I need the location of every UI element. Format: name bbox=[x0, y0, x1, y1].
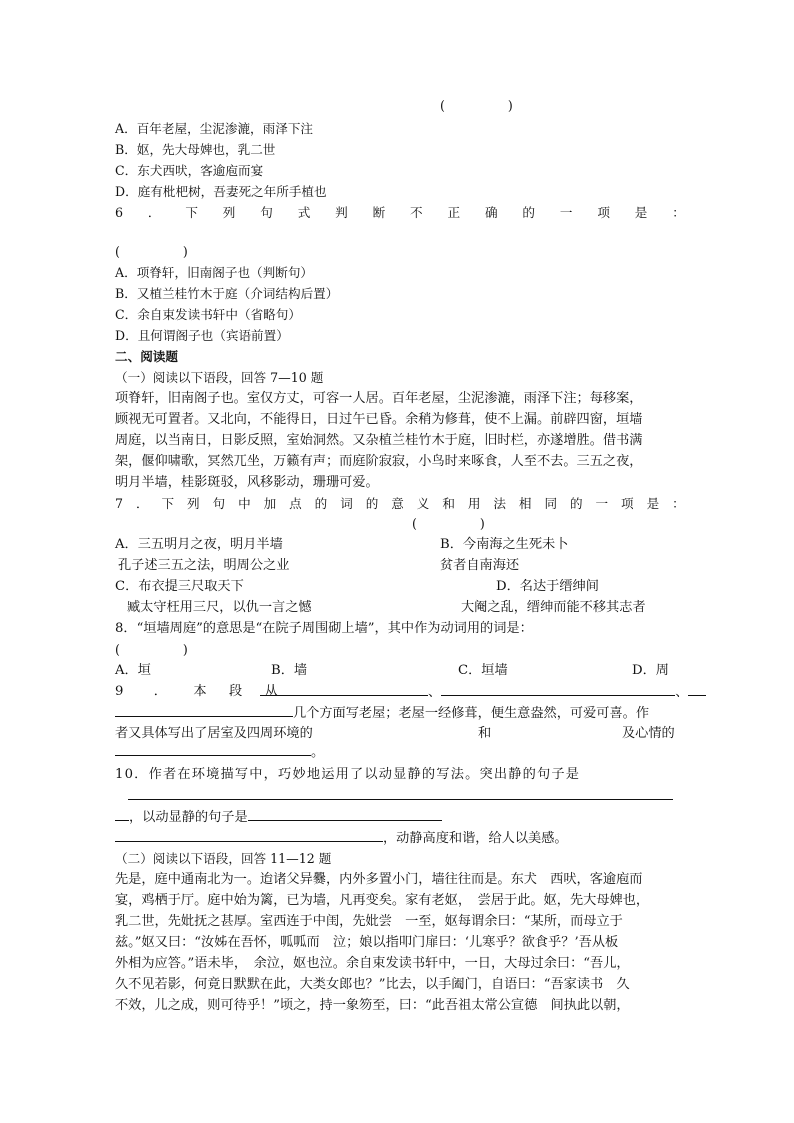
q7-stem-char: 句 bbox=[212, 496, 226, 511]
q7-option-a: A．三五明月之夜，明月半墙 bbox=[115, 537, 283, 552]
passage1-line: 周庭，以当南日，日影反照，室始洞然。又杂植兰桂竹木于庭，旧时栏，亦遂增胜。借书满 bbox=[115, 433, 643, 448]
passage1-line: 架，偃仰啸歌，冥然兀坐，万籁有声；而庭阶寂寂，小鸟时来啄食，人至不去。三五之夜， bbox=[115, 454, 643, 469]
q9-blank-row1 bbox=[260, 682, 706, 703]
passage1-line: 明月半墙，桂影斑驳，风移影动，珊珊可爱。 bbox=[115, 475, 379, 490]
answer-blank[interactable] bbox=[688, 682, 706, 696]
q9-line3: 者又具体写出了居室及四周环境的 bbox=[115, 726, 313, 741]
section-title: 二、阅读题 bbox=[115, 349, 178, 364]
q6-stem-char: 是 bbox=[634, 205, 648, 220]
q6-stem-char: ． bbox=[147, 205, 161, 220]
q7-stem-char: 相 bbox=[518, 496, 532, 511]
q10-stem: 10．作者在环境描写中，巧妙地运用了以动显静的写法。突出静的句子是 bbox=[115, 767, 581, 782]
q9-end: 。 bbox=[311, 745, 325, 760]
q6-option-a: A．项脊轩，旧南阁子也（判断句） bbox=[115, 265, 314, 280]
answer-blank[interactable] bbox=[441, 682, 675, 696]
q6-answer-paren: ( ) bbox=[115, 244, 188, 259]
q9-stem-char: ． bbox=[153, 684, 167, 699]
q9-line2-text: 几个方面写老屋；老屋一经修葺，便生意盎然，可爱可喜。作 bbox=[293, 706, 650, 721]
q8-answer-paren: ( ) bbox=[115, 642, 188, 657]
passage2-line: 不效，儿之成，则可待乎！”顷之，持一象笏至，曰：“此吾祖太常公宣德 间执此以朝， bbox=[115, 998, 630, 1013]
q6-stem-char: ： bbox=[672, 205, 685, 220]
q7-answer-paren: ( ) bbox=[412, 516, 485, 531]
q7-stem-char: 的 bbox=[365, 496, 379, 511]
q7-stem-char: 法 bbox=[493, 496, 506, 511]
q8-option-a: A．垣 bbox=[115, 663, 151, 678]
answer-blank[interactable] bbox=[115, 807, 129, 821]
q5-option-b: B．妪，先大母婢也，乳二世 bbox=[115, 142, 276, 157]
q8-stem: 8．“垣墙周庭”的意思是“在院子周围砌上墙”，其中作为动词用的词是： bbox=[115, 621, 533, 636]
q7-stem-char: 中 bbox=[238, 496, 251, 511]
q9-separator: 、 bbox=[675, 685, 689, 700]
passage2-line: 先是，庭中通南北为一。迨诸父异爨，内外多置小门，墙往往而是。东犬 西吠，客逾庖而 bbox=[115, 872, 643, 887]
q6-stem-char: 正 bbox=[447, 205, 461, 220]
q10-blank-row1 bbox=[128, 786, 673, 807]
q9-stem bbox=[115, 682, 278, 702]
q9-stem-char: 段 bbox=[228, 684, 243, 699]
q7-stem bbox=[115, 494, 685, 514]
q6-stem-char: 断 bbox=[372, 205, 386, 220]
q9-stem-char: 从 bbox=[264, 684, 278, 699]
q7-stem-char: 7 bbox=[115, 496, 124, 511]
q9-line4 bbox=[115, 742, 324, 763]
q6-stem-char: 式 bbox=[297, 205, 311, 220]
q7-stem-char: 的 bbox=[569, 496, 583, 511]
answer-blank[interactable] bbox=[260, 682, 428, 696]
answer-blank[interactable] bbox=[248, 807, 442, 821]
part2-intro: （二）阅读以下语段，回答 11—12 题 bbox=[115, 851, 332, 866]
q9-stem-char: 本 bbox=[193, 684, 207, 699]
q7-stem-char: 加 bbox=[263, 496, 277, 511]
q9-line3-and: 和 bbox=[478, 726, 492, 741]
q6-option-c: C．余自束发读书轩中（省略句） bbox=[115, 307, 301, 322]
q7-stem-char: 一 bbox=[595, 496, 609, 511]
q6-stem bbox=[115, 203, 685, 223]
q7-stem-char: ： bbox=[672, 496, 685, 511]
q7-option-a-compare: 孔子述三五之法，明周公之业 bbox=[118, 558, 290, 573]
answer-blank[interactable] bbox=[128, 786, 673, 800]
answer-blank[interactable] bbox=[115, 828, 383, 842]
q7-stem-char: 意 bbox=[391, 496, 404, 511]
q9-line2 bbox=[115, 703, 649, 724]
q6-stem-char: 确 bbox=[484, 205, 498, 220]
q7-stem-char: 和 bbox=[442, 496, 455, 511]
q7-stem-char: 词 bbox=[340, 496, 353, 511]
q7-stem-char: 同 bbox=[544, 496, 558, 511]
q7-stem-char: 项 bbox=[621, 496, 634, 511]
q10-line2-text: ，以动显静的句子是 bbox=[129, 810, 248, 825]
q6-stem-char: 列 bbox=[222, 205, 236, 220]
passage2-line: 乳二世，先妣抚之甚厚。室西连于中闺，先妣尝 一至，妪每谓余曰：“某所，而母立于 bbox=[115, 914, 623, 929]
q6-stem-char: 不 bbox=[410, 205, 423, 220]
part1-intro: （一）阅读以下语段，回答 7—10 题 bbox=[115, 370, 324, 385]
q6-stem-char: 一 bbox=[559, 205, 573, 220]
q7-stem-char: 列 bbox=[187, 496, 200, 511]
passage2-line: 宴，鸡栖于厅。庭中始为篱，已为墙，凡再变矣。家有老妪， 尝居于此。妪，先大母婢也， bbox=[115, 893, 650, 908]
q6-stem-char: 下 bbox=[185, 205, 198, 220]
q6-stem-char: 的 bbox=[522, 205, 535, 220]
q9-line3-tail: 及心情的 bbox=[622, 726, 675, 741]
passage2-line: 兹。”妪又曰：“汝姊在吾怀，呱呱而 泣；娘以指叩门扉曰：‘儿寒乎？欲食乎？’吾从板 bbox=[115, 935, 619, 950]
q6-option-b: B．又植兰桂竹木于庭（介词结构后置） bbox=[115, 286, 339, 301]
q10-line2 bbox=[115, 807, 442, 828]
q5-option-d: D．庭有枇杷树，吾妻死之年所手植也 bbox=[115, 184, 327, 199]
q7-option-b: B．今南海之生死未卜 bbox=[440, 537, 569, 552]
q8-option-d: D．周 bbox=[632, 663, 669, 678]
q5-answer-paren: ( ) bbox=[440, 98, 513, 113]
q7-stem-char: 的 bbox=[314, 496, 328, 511]
q8-option-b: B．墙 bbox=[271, 663, 308, 678]
answer-blank[interactable] bbox=[115, 703, 293, 717]
q7-stem-char: 义 bbox=[416, 496, 430, 511]
q9-stem-char: 9 bbox=[115, 684, 124, 699]
q7-stem-char: 用 bbox=[467, 496, 481, 511]
q7-stem-char: 是 bbox=[646, 496, 660, 511]
q7-stem-char: 点 bbox=[289, 496, 302, 511]
q7-option-c: C．布衣提三尺取天下 bbox=[115, 579, 244, 594]
q10-line3-text: ，动静高度和谐，给人以美感。 bbox=[383, 831, 568, 846]
q7-option-d: D．名达于缙绅间 bbox=[496, 579, 599, 594]
q6-stem-char: 句 bbox=[260, 205, 273, 220]
q6-stem-char: 6 bbox=[115, 205, 124, 220]
passage1-line: 顾视无可置者。又北向，不能得日，日过午已昏。余稍为修葺，使不上漏。前辟四窗，垣墙 bbox=[115, 412, 643, 427]
q6-stem-char: 判 bbox=[335, 205, 348, 220]
passage2-line: 外相为应答。”语未毕， 余泣，妪也泣。余自束发读书轩中，一日，大母过余曰：“吾儿， bbox=[115, 956, 630, 971]
q7-stem-char: ． bbox=[135, 496, 149, 511]
q9-separator: 、 bbox=[428, 685, 442, 700]
answer-blank[interactable] bbox=[115, 742, 311, 756]
q7-stem-char: 下 bbox=[161, 496, 175, 511]
q7-option-d-compare: 大阉之乱，缙绅而能不移其志者 bbox=[461, 600, 646, 615]
q7-option-c-compare: 臧太守枉用三尺，以仇一言之憾 bbox=[127, 600, 312, 615]
q7-option-b-compare: 贫者自南海还 bbox=[440, 558, 520, 573]
q10-line3 bbox=[115, 828, 568, 849]
passage1-line: 项脊轩，旧南阁子也。室仅方丈，可容一人居。百年老屋，尘泥渗漉，雨泽下注；每移案， bbox=[115, 391, 643, 406]
passage2-line: 久不见若影，何竟日默默在此，大类女郎也？”比去，以手阖门，自语曰：“吾家读书 久 bbox=[115, 977, 630, 992]
q5-option-c: C．东犬西吠，客逾庖而宴 bbox=[115, 163, 264, 178]
q8-option-c: C．垣墙 bbox=[458, 663, 508, 678]
q6-stem-char: 项 bbox=[597, 205, 610, 220]
q5-option-a: A．百年老屋，尘泥渗漉，雨泽下注 bbox=[115, 121, 314, 136]
q6-option-d: D．且何谓阁子也（宾语前置） bbox=[115, 328, 289, 343]
